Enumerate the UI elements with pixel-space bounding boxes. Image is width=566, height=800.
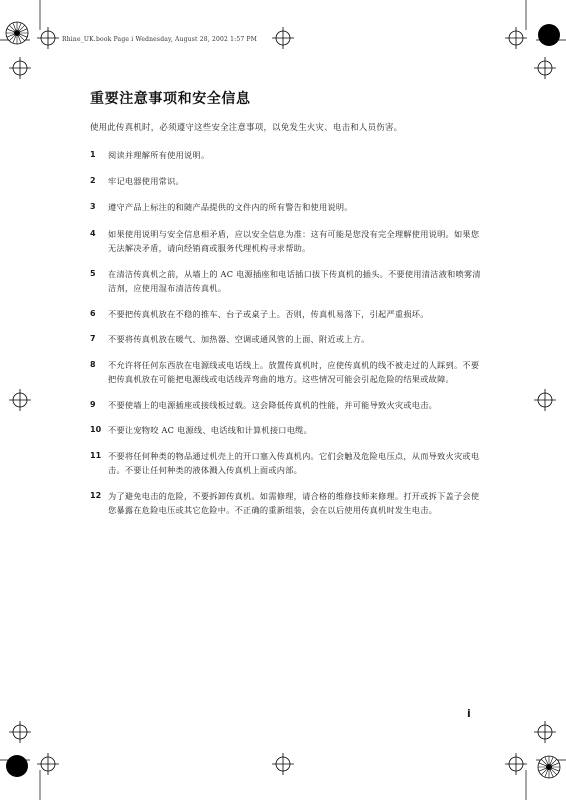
item-text: 不要把传真机放在不稳的推车、台子或桌子上。否则，传真机易落下，引起严重损坏。 — [108, 308, 429, 319]
safety-instructions-list — [90, 148, 482, 518]
list-item — [90, 307, 482, 322]
list-item — [90, 267, 482, 296]
item-text: 不要让宠物咬 AC 电源线、电话线和计算机接口电缆。 — [108, 425, 313, 435]
star-target-bottom-right — [538, 756, 560, 778]
item-number: 8 — [90, 359, 96, 369]
item-text: 不要将传真机放在暖气、加热器、空调或通风管的上面、附近或上方。 — [108, 334, 370, 344]
item-number: 12 — [90, 490, 102, 500]
item-text: 为了避免电击的危险，不要拆卸传真机。如需修理，请合格的维修技师来修理。打开或拆下盖子会使您暴露在危险电压或其它危险中。不正确的重新组装，会在以后使用传真机时发生电击。 — [108, 490, 480, 515]
item-number: 6 — [90, 308, 96, 318]
item-number: 2 — [90, 175, 96, 185]
item-number: 4 — [90, 228, 96, 238]
item-number: 1 — [90, 150, 96, 159]
running-header: Rhine_UK.book Page i Wednesday, August 28, 2002 1:57 PM — [62, 36, 258, 43]
list-item — [90, 423, 482, 438]
page-number: i — [467, 707, 471, 720]
list-item — [90, 148, 482, 163]
item-text: 在清洁传真机之前，从墙上的 AC 电源插座和电话插口拔下传真机的插头。不要使用清洁液和喷雾清洁剂，应使用湿布清洁传真机。 — [108, 268, 481, 293]
list-item — [90, 449, 482, 478]
item-text: 如果使用说明与安全信息相矛盾，应以安全信息为准：这有可能是您没有完全理解使用说明。如果您无法解决矛盾，请向经销商或服务代理机构寻求帮助。 — [108, 228, 480, 253]
list-item — [90, 174, 482, 189]
item-number: 10 — [90, 425, 102, 434]
item-text: 遵守产品上标注的和随产品提供的文件内的所有警告和使用说明。 — [108, 202, 353, 212]
item-text: 不要使墙上的电源插座或接线板过载。这会降低传真机的性能，并可能导致火灾或电击。 — [108, 399, 438, 410]
list-item — [90, 332, 482, 347]
list-item — [90, 489, 482, 518]
item-number: 9 — [90, 399, 96, 409]
registration-dot-bottom-left — [6, 755, 28, 777]
list-item — [90, 227, 482, 256]
page-title: 重要注意事项和安全信息 — [90, 91, 251, 107]
item-text: 牢记电器使用常识。 — [108, 175, 184, 186]
item-number: 5 — [90, 268, 96, 278]
item-number: 7 — [90, 334, 96, 343]
list-item — [90, 200, 482, 215]
list-item — [90, 398, 482, 413]
intro-paragraph: 使用此传真机时，必须遵守这些安全注意事项，以免发生火灾、电击和人员伤害。 — [90, 122, 403, 132]
list-item — [90, 358, 482, 387]
item-text: 不允许将任何东西放在电源线或电话线上。放置传真机时，应使传真机的线不被走过的人踩到。不要把传真机放在可能把电源线或电话线弄弯曲的地方。这些情况可能会引起危险的结果或故障。 — [108, 359, 480, 384]
item-number: 11 — [90, 450, 102, 460]
star-target-top-left — [6, 22, 28, 44]
item-text: 不要将任何种类的物品通过机壳上的开口塞入传真机内。它们会触及危险电压点，从而导致火灾或电击。不要让任何种类的液体溅入传真机上面或内部。 — [108, 450, 480, 475]
item-text: 阅读并理解所有使用说明。 — [108, 150, 210, 160]
registration-dot-top-right — [538, 24, 560, 46]
item-number: 3 — [90, 202, 96, 211]
